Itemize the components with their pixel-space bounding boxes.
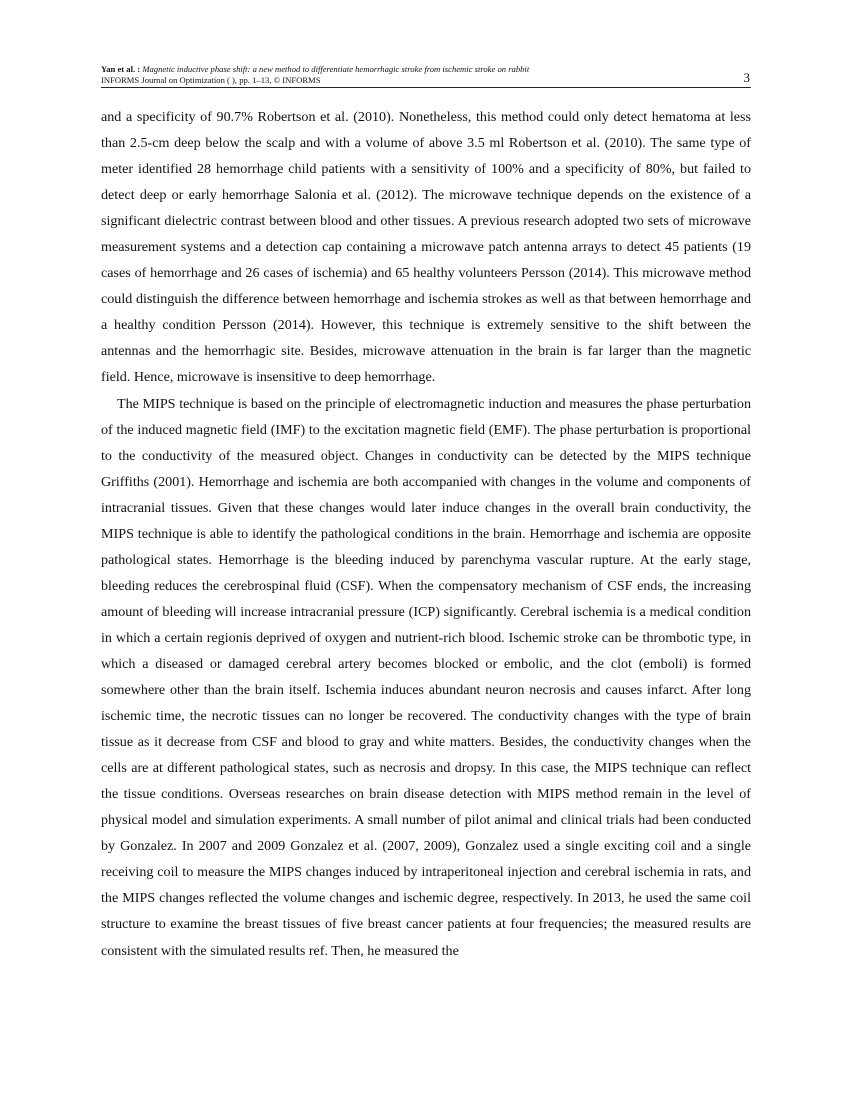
paragraph-mips: The MIPS technique is based on the principle of electromagnetic induction and measures the phase perturbation of the induced magnetic field (IMF) to the excitation magnetic field (EMF). The phase perturbation is proportional to the conductivity of the measured object. Changes in conductivity can be detected by the MIPS technique Griffiths (2001). Hemorrhage and ischemia are both accompanied with changes in the volume and components of intracranial tissues. Given that these changes would later induce changes in the overall brain conductivity, the MIPS technique is able to identify the pathological conditions in the brain. Hemorrhage and ischemia are opposite pathological states. Hemorrhage is the bleeding induced by parenchyma vascular rupture. At the early stage, bleeding reduces the cerebrospinal fluid (CSF). When the compensatory mechanism of CSF ends, the increasing amount of bleeding will increase intracranial pressure (ICP) significantly. Cerebral ischemia is a medical condition in which a certain regionis deprived of oxygen and nutrient-rich blood. Ischemic stroke can be thrombotic type, in which a diseased or damaged cerebral artery becomes blocked or embolic, and the clot (emboli) is formed somewhere other than the brain itself. Ischemia induces abundant neuron necrosis and causes infarct. After long ischemic time, the necrotic tissues can no longer be recovered. The conductivity changes with the type of brain tissue as it decrease from CSF and blood to gray and white matters. Besides, the conductivity changes when the cells are at different pathological states, such as necrosis and dropsy. In this case, the MIPS technique can reflect the tissue conditions. Overseas researches on brain disease detection with MIPS method remain in the level of physical model and simulation experiments. A small number of pilot animal and clinical trials had been conducted by Gonzalez. In 2007 and 2009 Gonzalez et al. (2007, 2009), Gonzalez used a single exciting coil and a single receiving coil to measure the MIPS changes induced by intraperitoneal injection and cerebral ischemia in rats, and the MIPS changes reflected the volume changes and ischemic degree, respectively. In 2013, he used the same coil structure to examine the breast tissues of five breast cancer patients at four frequencies; the measured results are consistent with the simulated results ref. Then, he measured the: [101, 395, 751, 959]
running-head: [101, 64, 751, 85]
running-head-journal: INFORMS Journal on Optimization ( ), pp. 1–13, © INFORMS: [101, 74, 321, 85]
running-head-title-line: [101, 64, 751, 75]
header-divider: [101, 87, 751, 88]
body-text: [101, 104, 751, 964]
paragraph-continued: and a specificity of 90.7% Robertson et al. (2010). Nonetheless, this method could only detect hematoma at less than 2.5-cm deep below the scalp and with a volume of above 3.5 ml Robertson et al. (2010). The same type of meter identified 28 hemorrhage child patients with a sensitivity of 100% and a specificity of 80%, but failed to detect deep or early hemorrhage Salonia et al. (2012). The microwave technique depends on the existence of a significant dielectric contrast between blood and other tissues. A previous research adopted two sets of microwave measurement systems and a detection cap containing a microwave patch antenna arrays to detect 45 patients (19 cases of hemorrhage and 26 cases of ischemia) and 65 healthy volunteers Persson (2014). This microwave method could distinguish the difference between hemorrhage and ischemia strokes as well as that between hemorrhage and a healthy condition Persson (2014). However, this technique is extremely sensitive to the shift between the antennas and the hemorrhagic site. Besides, microwave attenuation in the brain is far larger than the magnetic field. Hence, microwave is insensitive to deep hemorrhage.: [101, 109, 751, 386]
page-number: 3: [743, 70, 750, 85]
running-head-authors: Yan et al. :: [101, 64, 141, 74]
running-head-title: Magnetic inductive phase shift: a new method to differentiate hemorrhagic stroke from ischemic stroke on rabbit: [142, 64, 530, 74]
